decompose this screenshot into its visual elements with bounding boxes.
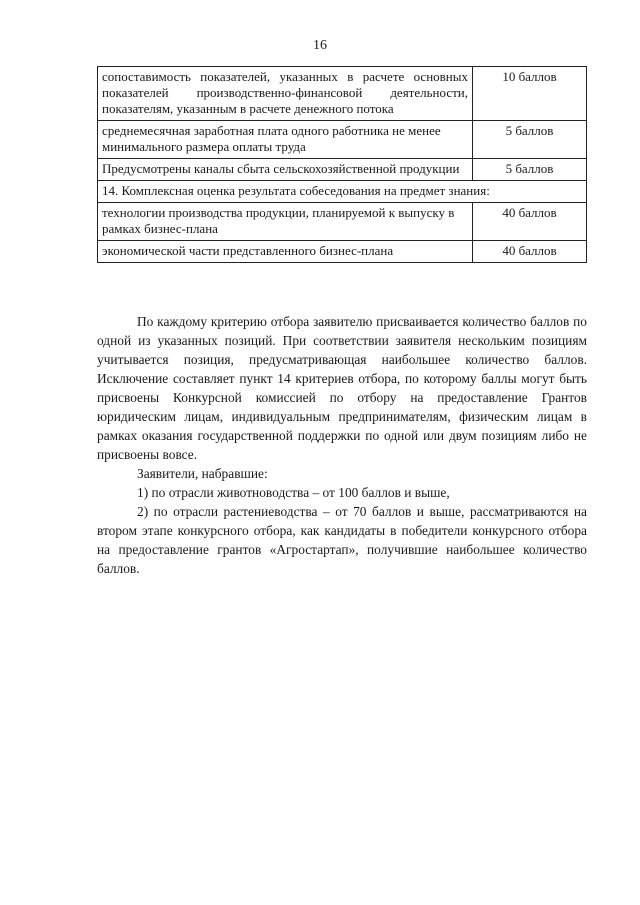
scoring-rules-paragraph: По каждому критерию отбора заявителю присваивается количество баллов по одной из указанных позиций. При соответствии заявителя нескольким позициям учитывается позиция, предусматривающая наибольшее количество баллов. Исключение составляет пункт 14 критериев отбора, по которому баллы могут быть присвоены Конкурсной комиссией по отбору на предоставление Грантов юридическим лицам, индивидуальным предпринимателям, физическим лицам в рамках оказания государственной поддержки по одной или двум позициям либо не присвоены вовсе. (97, 314, 587, 462)
table-row (98, 203, 587, 241)
section-heading-cell: 14. Комплексная оценка результата собеседования на предмет знания: (98, 181, 587, 203)
criterion-score-cell: 5 баллов (473, 159, 587, 181)
list-item-crop-production: 2) по отрасли растениеводства – от 70 баллов и выше, рассматриваются на втором этапе конкурсного отбора, как кандидаты в победители конкурсного отбора на предоставление грантов «Агростартап», получившие наибольшее количество баллов. (97, 504, 587, 576)
criterion-description-cell: технологии производства продукции, планируемой к выпуску в рамках бизнес-плана (98, 203, 473, 241)
criterion-score-cell: 10 баллов (473, 67, 587, 121)
criterion-description-cell: экономической части представленного бизнес-плана (98, 241, 473, 263)
criterion-description-cell: сопоставимость показателей, указанных в расчете основных показателей производственно-финансовой деятельности, показателям, указанным в расчете денежного потока (98, 67, 473, 121)
table-row (98, 67, 587, 121)
criterion-score-cell: 40 баллов (473, 203, 587, 241)
list-item-livestock: 1) по отрасли животноводства – от 100 баллов и выше, (137, 485, 450, 500)
table-row (98, 241, 587, 263)
criterion-score-cell: 40 баллов (473, 241, 587, 263)
criterion-description-cell: среднемесячная заработная плата одного работника не менее минимального размера оплаты труда (98, 121, 473, 159)
body-text (97, 312, 587, 578)
table-row (98, 121, 587, 159)
criterion-description-cell: Предусмотрены каналы сбыта сельскохозяйственной продукции (98, 159, 473, 181)
table-row (98, 159, 587, 181)
criteria-table-body (98, 67, 587, 263)
table-section-row (98, 181, 587, 203)
page-number: 16 (313, 38, 327, 53)
applicants-intro: Заявители, набравшие: (137, 466, 268, 481)
criteria-table (97, 66, 587, 263)
criterion-score-cell: 5 баллов (473, 121, 587, 159)
